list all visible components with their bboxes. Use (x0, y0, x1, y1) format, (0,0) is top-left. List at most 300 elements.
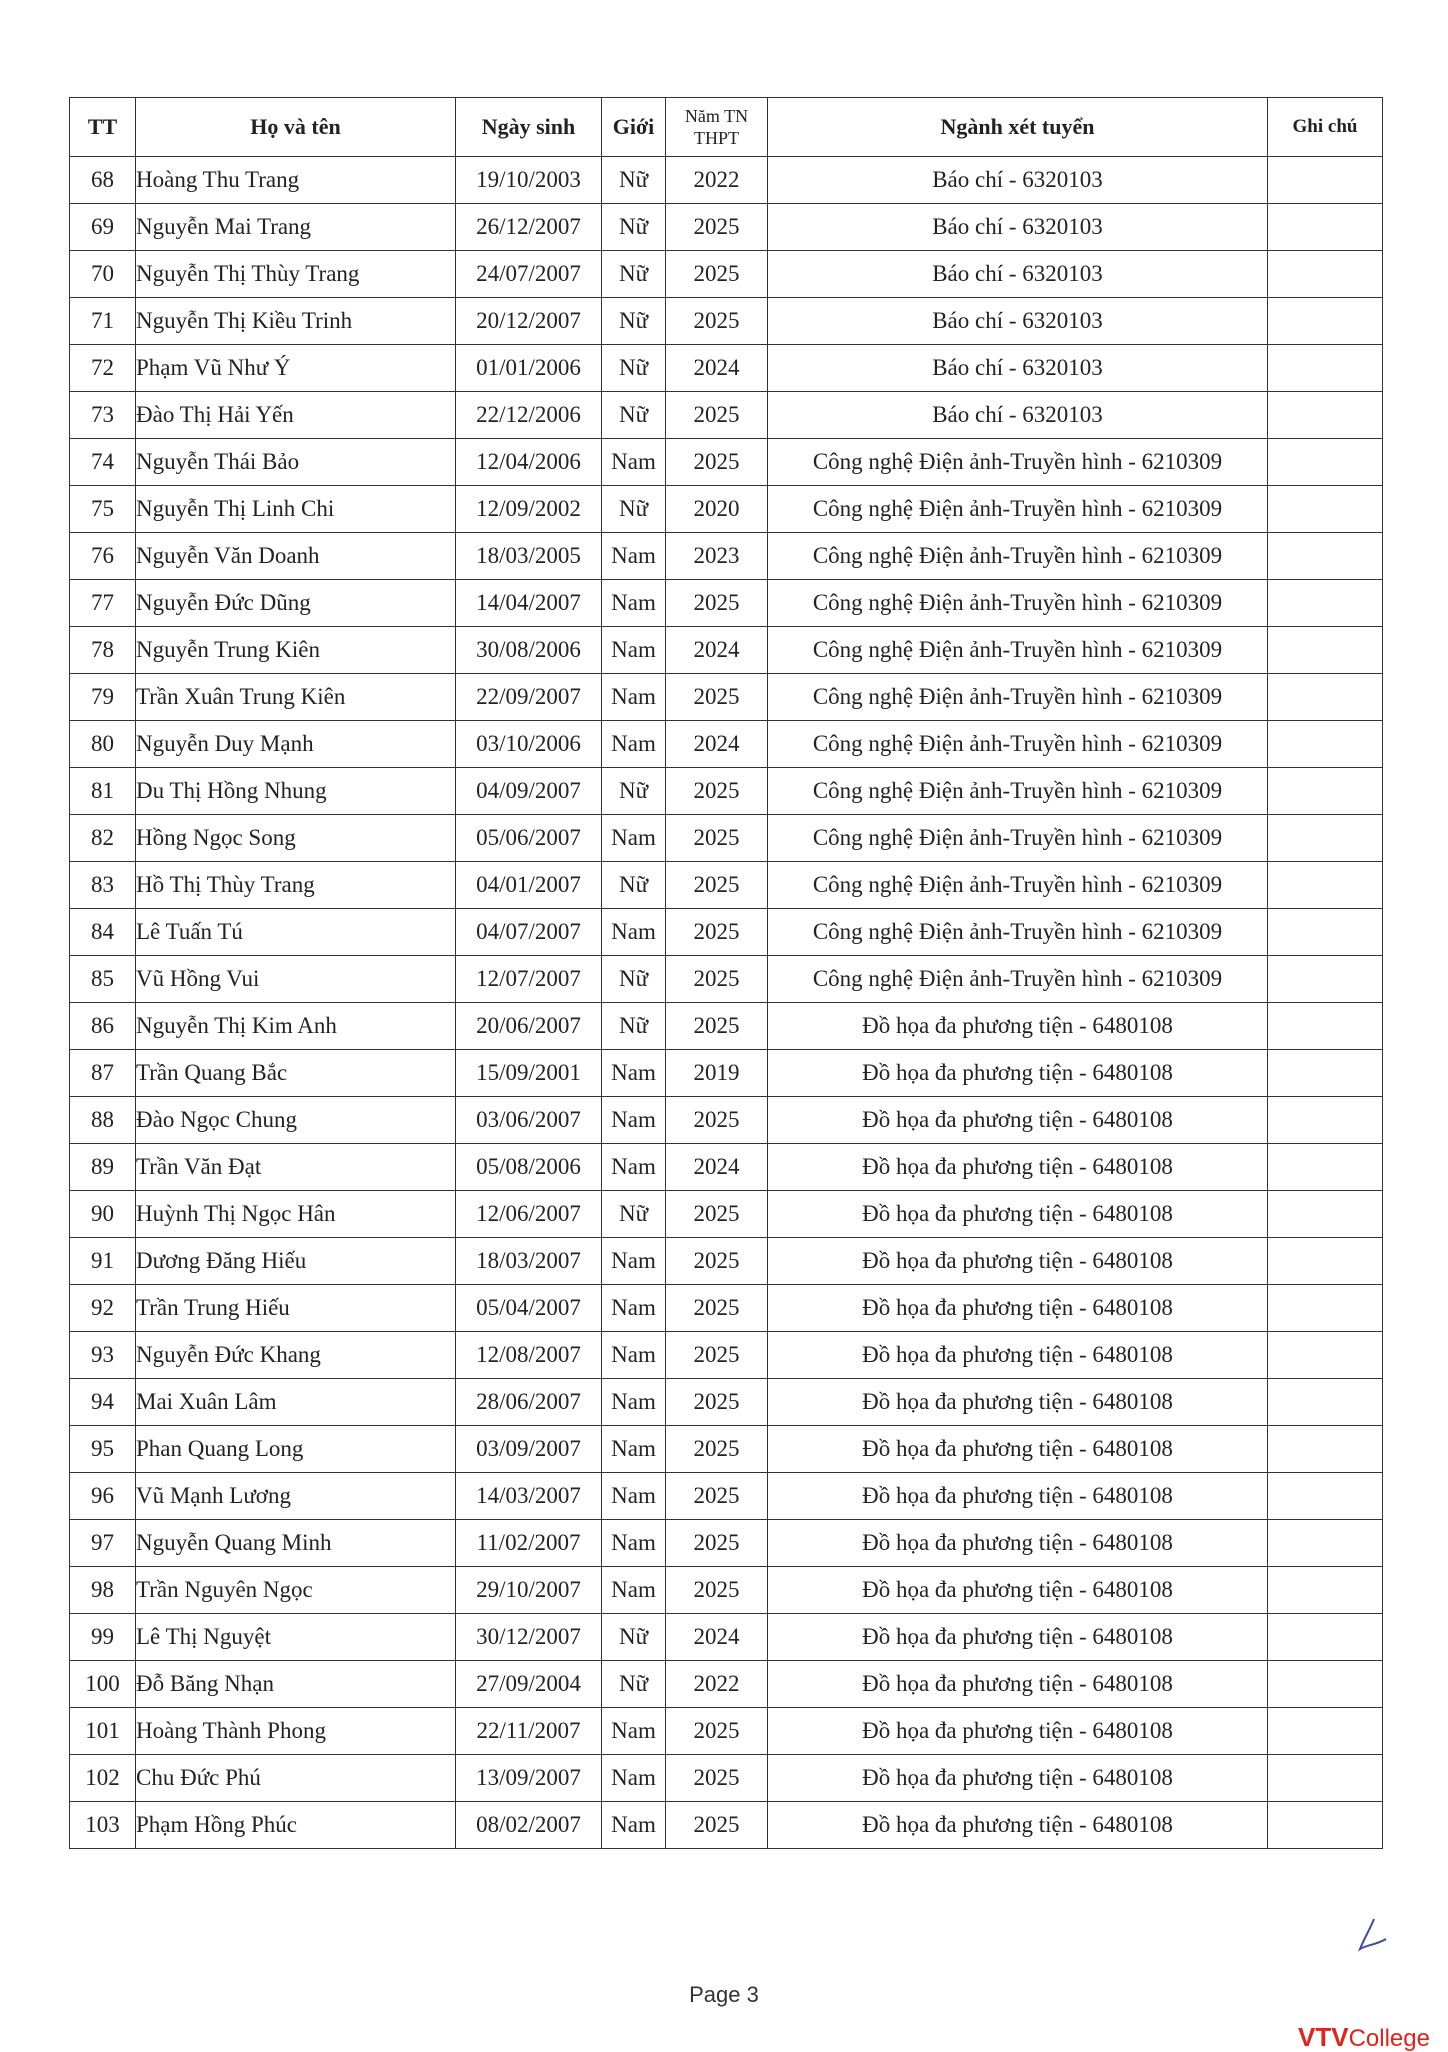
cell-sex: Nữ (602, 204, 666, 251)
cell-dob: 20/12/2007 (456, 298, 602, 345)
cell-graduation-year: 2024 (666, 1144, 768, 1191)
cell-tt: 84 (70, 909, 136, 956)
cell-sex: Nam (602, 1708, 666, 1755)
cell-tt: 72 (70, 345, 136, 392)
cell-sex: Nữ (602, 392, 666, 439)
cell-name: Nguyễn Thị Thùy Trang (136, 251, 456, 298)
cell-major: Báo chí - 6320103 (768, 157, 1268, 204)
header-graduation-year (666, 98, 768, 157)
cell-name: Dương Đăng Hiếu (136, 1238, 456, 1285)
cell-sex: Nữ (602, 1661, 666, 1708)
cell-dob: 04/01/2007 (456, 862, 602, 909)
cell-name: Nguyễn Văn Doanh (136, 533, 456, 580)
cell-major: Công nghệ Điện ảnh-Truyền hình - 6210309 (768, 815, 1268, 862)
table-row (70, 1238, 1383, 1285)
cell-graduation-year: 2024 (666, 721, 768, 768)
table-row (70, 674, 1383, 721)
cell-note (1268, 1567, 1383, 1614)
cell-major: Công nghệ Điện ảnh-Truyền hình - 6210309 (768, 768, 1268, 815)
cell-major: Đồ họa đa phương tiện - 6480108 (768, 1285, 1268, 1332)
cell-graduation-year: 2025 (666, 204, 768, 251)
table-row (70, 1191, 1383, 1238)
cell-tt: 103 (70, 1802, 136, 1849)
header-dob: Ngày sinh (456, 98, 602, 157)
cell-dob: 12/07/2007 (456, 956, 602, 1003)
cell-note (1268, 157, 1383, 204)
cell-dob: 04/07/2007 (456, 909, 602, 956)
cell-graduation-year: 2025 (666, 1191, 768, 1238)
cell-dob: 05/06/2007 (456, 815, 602, 862)
cell-graduation-year: 2025 (666, 1238, 768, 1285)
cell-graduation-year: 2025 (666, 956, 768, 1003)
cell-tt: 88 (70, 1097, 136, 1144)
header-tt: TT (70, 98, 136, 157)
cell-sex: Nam (602, 1426, 666, 1473)
table-body (70, 157, 1383, 1849)
logo-college: College (1348, 2025, 1430, 2052)
cell-name: Vũ Mạnh Lương (136, 1473, 456, 1520)
cell-name: Mai Xuân Lâm (136, 1379, 456, 1426)
cell-note (1268, 674, 1383, 721)
cell-name: Trần Trung Hiếu (136, 1285, 456, 1332)
table-row (70, 204, 1383, 251)
cell-tt: 97 (70, 1520, 136, 1567)
cell-sex: Nam (602, 1520, 666, 1567)
cell-name: Đào Thị Hải Yến (136, 392, 456, 439)
cell-note (1268, 1238, 1383, 1285)
cell-name: Phạm Hồng Phúc (136, 1802, 456, 1849)
cell-dob: 26/12/2007 (456, 204, 602, 251)
cell-major: Công nghệ Điện ảnh-Truyền hình - 6210309 (768, 862, 1268, 909)
cell-dob: 30/08/2006 (456, 627, 602, 674)
cell-sex: Nữ (602, 1614, 666, 1661)
cell-sex: Nam (602, 1050, 666, 1097)
cell-name: Nguyễn Đức Khang (136, 1332, 456, 1379)
cell-tt: 71 (70, 298, 136, 345)
cell-major: Báo chí - 6320103 (768, 204, 1268, 251)
cell-note (1268, 1520, 1383, 1567)
table-row (70, 1708, 1383, 1755)
cell-dob: 22/12/2006 (456, 392, 602, 439)
cell-name: Phan Quang Long (136, 1426, 456, 1473)
cell-major: Đồ họa đa phương tiện - 6480108 (768, 1520, 1268, 1567)
table-row (70, 1661, 1383, 1708)
cell-graduation-year: 2022 (666, 1661, 768, 1708)
cell-major: Đồ họa đa phương tiện - 6480108 (768, 1755, 1268, 1802)
table-row (70, 392, 1383, 439)
cell-sex: Nữ (602, 862, 666, 909)
cell-dob: 15/09/2001 (456, 1050, 602, 1097)
cell-dob: 08/02/2007 (456, 1802, 602, 1849)
cell-graduation-year: 2022 (666, 157, 768, 204)
cell-name: Đỗ Băng Nhạn (136, 1661, 456, 1708)
cell-tt: 89 (70, 1144, 136, 1191)
cell-graduation-year: 2025 (666, 1332, 768, 1379)
table-row (70, 909, 1383, 956)
cell-sex: Nữ (602, 768, 666, 815)
cell-dob: 03/09/2007 (456, 1426, 602, 1473)
cell-name: Nguyễn Trung Kiên (136, 627, 456, 674)
cell-name: Nguyễn Thị Kiều Trinh (136, 298, 456, 345)
cell-sex: Nữ (602, 251, 666, 298)
table-row (70, 1520, 1383, 1567)
header-year-line1: Năm TN (684, 106, 749, 126)
cell-graduation-year: 2025 (666, 815, 768, 862)
table-row (70, 1285, 1383, 1332)
cell-name: Huỳnh Thị Ngọc Hân (136, 1191, 456, 1238)
cell-graduation-year: 2025 (666, 862, 768, 909)
cell-name: Trần Văn Đạt (136, 1144, 456, 1191)
cell-note (1268, 1285, 1383, 1332)
table-row (70, 1567, 1383, 1614)
cell-dob: 29/10/2007 (456, 1567, 602, 1614)
cell-major: Công nghệ Điện ảnh-Truyền hình - 6210309 (768, 533, 1268, 580)
cell-major: Đồ họa đa phương tiện - 6480108 (768, 1567, 1268, 1614)
cell-name: Nguyễn Mai Trang (136, 204, 456, 251)
cell-sex: Nam (602, 439, 666, 486)
cell-sex: Nam (602, 580, 666, 627)
table-row (70, 1426, 1383, 1473)
cell-major: Báo chí - 6320103 (768, 298, 1268, 345)
table-row (70, 1144, 1383, 1191)
cell-sex: Nam (602, 909, 666, 956)
cell-tt: 91 (70, 1238, 136, 1285)
cell-major: Đồ họa đa phương tiện - 6480108 (768, 1050, 1268, 1097)
cell-note (1268, 1802, 1383, 1849)
table-row (70, 1379, 1383, 1426)
cell-tt: 100 (70, 1661, 136, 1708)
cell-major: Công nghệ Điện ảnh-Truyền hình - 6210309 (768, 909, 1268, 956)
cell-dob: 18/03/2007 (456, 1238, 602, 1285)
cell-dob: 03/10/2006 (456, 721, 602, 768)
table-row (70, 1003, 1383, 1050)
cell-tt: 73 (70, 392, 136, 439)
cell-note (1268, 1708, 1383, 1755)
table-row (70, 627, 1383, 674)
cell-tt: 98 (70, 1567, 136, 1614)
table-row (70, 533, 1383, 580)
cell-tt: 69 (70, 204, 136, 251)
cell-name: Đào Ngọc Chung (136, 1097, 456, 1144)
cell-sex: Nam (602, 627, 666, 674)
cell-sex: Nam (602, 1379, 666, 1426)
cell-graduation-year: 2025 (666, 251, 768, 298)
cell-note (1268, 204, 1383, 251)
cell-tt: 75 (70, 486, 136, 533)
cell-note (1268, 1097, 1383, 1144)
cell-major: Đồ họa đa phương tiện - 6480108 (768, 1003, 1268, 1050)
table-row (70, 815, 1383, 862)
cell-dob: 14/04/2007 (456, 580, 602, 627)
cell-graduation-year: 2025 (666, 1097, 768, 1144)
cell-tt: 94 (70, 1379, 136, 1426)
cell-sex: Nữ (602, 956, 666, 1003)
cell-dob: 12/08/2007 (456, 1332, 602, 1379)
cell-major: Công nghệ Điện ảnh-Truyền hình - 6210309 (768, 486, 1268, 533)
cell-note (1268, 1473, 1383, 1520)
admission-list-table (69, 97, 1383, 1849)
cell-sex: Nam (602, 1238, 666, 1285)
table-row (70, 1802, 1383, 1849)
cell-sex: Nam (602, 721, 666, 768)
cell-dob: 28/06/2007 (456, 1379, 602, 1426)
cell-sex: Nam (602, 674, 666, 721)
cell-name: Nguyễn Đức Dũng (136, 580, 456, 627)
cell-note (1268, 1755, 1383, 1802)
table-row (70, 721, 1383, 768)
cell-graduation-year: 2025 (666, 1473, 768, 1520)
cell-graduation-year: 2025 (666, 1003, 768, 1050)
cell-dob: 01/01/2006 (456, 345, 602, 392)
cell-dob: 12/06/2007 (456, 1191, 602, 1238)
cell-note (1268, 1332, 1383, 1379)
header-major: Ngành xét tuyển (768, 98, 1268, 157)
cell-dob: 22/11/2007 (456, 1708, 602, 1755)
cell-sex: Nam (602, 815, 666, 862)
cell-sex: Nữ (602, 298, 666, 345)
cell-name: Nguyễn Thị Linh Chi (136, 486, 456, 533)
cell-major: Công nghệ Điện ảnh-Truyền hình - 6210309 (768, 956, 1268, 1003)
table-row (70, 862, 1383, 909)
cell-note (1268, 721, 1383, 768)
cell-graduation-year: 2025 (666, 1708, 768, 1755)
cell-graduation-year: 2024 (666, 345, 768, 392)
table-row (70, 439, 1383, 486)
cell-name: Trần Nguyên Ngọc (136, 1567, 456, 1614)
cell-tt: 80 (70, 721, 136, 768)
cell-note (1268, 1003, 1383, 1050)
cell-graduation-year: 2025 (666, 674, 768, 721)
table-row (70, 486, 1383, 533)
cell-name: Nguyễn Thị Kim Anh (136, 1003, 456, 1050)
cell-dob: 30/12/2007 (456, 1614, 602, 1661)
cell-name: Du Thị Hồng Nhung (136, 768, 456, 815)
cell-dob: 20/06/2007 (456, 1003, 602, 1050)
cell-major: Đồ họa đa phương tiện - 6480108 (768, 1708, 1268, 1755)
cell-sex: Nữ (602, 345, 666, 392)
cell-dob: 27/09/2004 (456, 1661, 602, 1708)
table-row (70, 1332, 1383, 1379)
cell-graduation-year: 2024 (666, 627, 768, 674)
cell-tt: 70 (70, 251, 136, 298)
cell-note (1268, 1614, 1383, 1661)
cell-graduation-year: 2025 (666, 298, 768, 345)
cell-tt: 90 (70, 1191, 136, 1238)
cell-tt: 85 (70, 956, 136, 1003)
table-row (70, 298, 1383, 345)
cell-sex: Nam (602, 533, 666, 580)
cell-note (1268, 862, 1383, 909)
cell-major: Đồ họa đa phương tiện - 6480108 (768, 1802, 1268, 1849)
cell-dob: 19/10/2003 (456, 157, 602, 204)
header-sex: Giới (602, 98, 666, 157)
cell-note (1268, 956, 1383, 1003)
table-row (70, 1050, 1383, 1097)
cell-name: Hoàng Thành Phong (136, 1708, 456, 1755)
cell-note (1268, 486, 1383, 533)
cell-sex: Nam (602, 1755, 666, 1802)
header-name: Họ và tên (136, 98, 456, 157)
table-header (70, 98, 1383, 157)
cell-sex: Nữ (602, 1003, 666, 1050)
table-row (70, 157, 1383, 204)
cell-tt: 102 (70, 1755, 136, 1802)
cell-sex: Nam (602, 1332, 666, 1379)
cell-name: Nguyễn Thái Bảo (136, 439, 456, 486)
cell-tt: 78 (70, 627, 136, 674)
cell-tt: 86 (70, 1003, 136, 1050)
cell-note (1268, 298, 1383, 345)
cell-major: Báo chí - 6320103 (768, 345, 1268, 392)
cell-note (1268, 439, 1383, 486)
cell-graduation-year: 2025 (666, 392, 768, 439)
cell-sex: Nam (602, 1473, 666, 1520)
cell-note (1268, 392, 1383, 439)
cell-note (1268, 533, 1383, 580)
cell-major: Đồ họa đa phương tiện - 6480108 (768, 1097, 1268, 1144)
cell-major: Báo chí - 6320103 (768, 392, 1268, 439)
cell-dob: 22/09/2007 (456, 674, 602, 721)
cell-name: Hồng Ngọc Song (136, 815, 456, 862)
cell-note (1268, 1661, 1383, 1708)
cell-graduation-year: 2023 (666, 533, 768, 580)
cell-note (1268, 627, 1383, 674)
cell-name: Chu Đức Phú (136, 1755, 456, 1802)
cell-name: Trần Xuân Trung Kiên (136, 674, 456, 721)
cell-name: Lê Thị Nguyệt (136, 1614, 456, 1661)
cell-major: Công nghệ Điện ảnh-Truyền hình - 6210309 (768, 580, 1268, 627)
cell-major: Công nghệ Điện ảnh-Truyền hình - 6210309 (768, 674, 1268, 721)
cell-major: Công nghệ Điện ảnh-Truyền hình - 6210309 (768, 439, 1268, 486)
header-year-line2: THPT (694, 128, 739, 148)
cell-note (1268, 1050, 1383, 1097)
cell-tt: 99 (70, 1614, 136, 1661)
cell-major: Đồ họa đa phương tiện - 6480108 (768, 1661, 1268, 1708)
cell-tt: 95 (70, 1426, 136, 1473)
cell-name: Phạm Vũ Như Ý (136, 345, 456, 392)
cell-major: Công nghệ Điện ảnh-Truyền hình - 6210309 (768, 721, 1268, 768)
cell-dob: 04/09/2007 (456, 768, 602, 815)
cell-graduation-year: 2024 (666, 1614, 768, 1661)
cell-major: Đồ họa đa phương tiện - 6480108 (768, 1473, 1268, 1520)
cell-tt: 101 (70, 1708, 136, 1755)
cell-sex: Nam (602, 1097, 666, 1144)
cell-graduation-year: 2025 (666, 1379, 768, 1426)
table-row (70, 1097, 1383, 1144)
cell-major: Đồ họa đa phương tiện - 6480108 (768, 1238, 1268, 1285)
cell-name: Lê Tuấn Tú (136, 909, 456, 956)
cell-graduation-year: 2019 (666, 1050, 768, 1097)
cell-tt: 96 (70, 1473, 136, 1520)
cell-note (1268, 1144, 1383, 1191)
cell-note (1268, 909, 1383, 956)
table-row (70, 1755, 1383, 1802)
cell-tt: 77 (70, 580, 136, 627)
cell-dob: 05/08/2006 (456, 1144, 602, 1191)
cell-name: Vũ Hồng Vui (136, 956, 456, 1003)
cell-major: Công nghệ Điện ảnh-Truyền hình - 6210309 (768, 627, 1268, 674)
cell-major: Đồ họa đa phương tiện - 6480108 (768, 1614, 1268, 1661)
table-row (70, 956, 1383, 1003)
table-row (70, 1614, 1383, 1661)
cell-dob: 24/07/2007 (456, 251, 602, 298)
cell-sex: Nữ (602, 1191, 666, 1238)
cell-tt: 82 (70, 815, 136, 862)
cell-tt: 74 (70, 439, 136, 486)
cell-graduation-year: 2025 (666, 1520, 768, 1567)
cell-dob: 13/09/2007 (456, 1755, 602, 1802)
header-note: Ghi chú (1268, 98, 1383, 157)
cell-graduation-year: 2025 (666, 580, 768, 627)
table-row (70, 345, 1383, 392)
cell-tt: 79 (70, 674, 136, 721)
cell-sex: Nam (602, 1144, 666, 1191)
cell-major: Đồ họa đa phương tiện - 6480108 (768, 1191, 1268, 1238)
cell-note (1268, 345, 1383, 392)
cell-tt: 83 (70, 862, 136, 909)
cell-tt: 87 (70, 1050, 136, 1097)
cell-graduation-year: 2020 (666, 486, 768, 533)
cell-dob: 12/09/2002 (456, 486, 602, 533)
cell-major: Đồ họa đa phương tiện - 6480108 (768, 1426, 1268, 1473)
cell-dob: 03/06/2007 (456, 1097, 602, 1144)
cell-note (1268, 580, 1383, 627)
logo-vtv: VTV (1298, 2022, 1349, 2052)
cell-sex: Nam (602, 1285, 666, 1332)
cell-name: Nguyễn Quang Minh (136, 1520, 456, 1567)
cell-note (1268, 1191, 1383, 1238)
cell-note (1268, 815, 1383, 862)
cell-graduation-year: 2025 (666, 1285, 768, 1332)
cell-sex: Nữ (602, 486, 666, 533)
cell-major: Báo chí - 6320103 (768, 251, 1268, 298)
cell-name: Hồ Thị Thùy Trang (136, 862, 456, 909)
cell-dob: 05/04/2007 (456, 1285, 602, 1332)
cell-sex: Nam (602, 1802, 666, 1849)
cell-name: Trần Quang Bắc (136, 1050, 456, 1097)
cell-graduation-year: 2025 (666, 768, 768, 815)
cell-note (1268, 768, 1383, 815)
cell-graduation-year: 2025 (666, 909, 768, 956)
cell-dob: 18/03/2005 (456, 533, 602, 580)
cell-name: Hoàng Thu Trang (136, 157, 456, 204)
cell-tt: 93 (70, 1332, 136, 1379)
header-row (70, 98, 1383, 157)
cell-major: Đồ họa đa phương tiện - 6480108 (768, 1332, 1268, 1379)
table-row (70, 251, 1383, 298)
cell-dob: 14/03/2007 (456, 1473, 602, 1520)
cell-dob: 11/02/2007 (456, 1520, 602, 1567)
cell-note (1268, 251, 1383, 298)
cell-graduation-year: 2025 (666, 1426, 768, 1473)
cell-graduation-year: 2025 (666, 1567, 768, 1614)
cell-major: Đồ họa đa phương tiện - 6480108 (768, 1379, 1268, 1426)
cell-sex: Nam (602, 1567, 666, 1614)
cell-dob: 12/04/2006 (456, 439, 602, 486)
cell-name: Nguyễn Duy Mạnh (136, 721, 456, 768)
cell-graduation-year: 2025 (666, 1802, 768, 1849)
cell-tt: 68 (70, 157, 136, 204)
cell-major: Đồ họa đa phương tiện - 6480108 (768, 1144, 1268, 1191)
cell-tt: 92 (70, 1285, 136, 1332)
table-row (70, 1473, 1383, 1520)
signature-mark (1352, 1915, 1392, 1955)
cell-note (1268, 1426, 1383, 1473)
cell-sex: Nữ (602, 157, 666, 204)
page-number: Page 3 (689, 1982, 759, 2007)
cell-tt: 81 (70, 768, 136, 815)
cell-note (1268, 1379, 1383, 1426)
